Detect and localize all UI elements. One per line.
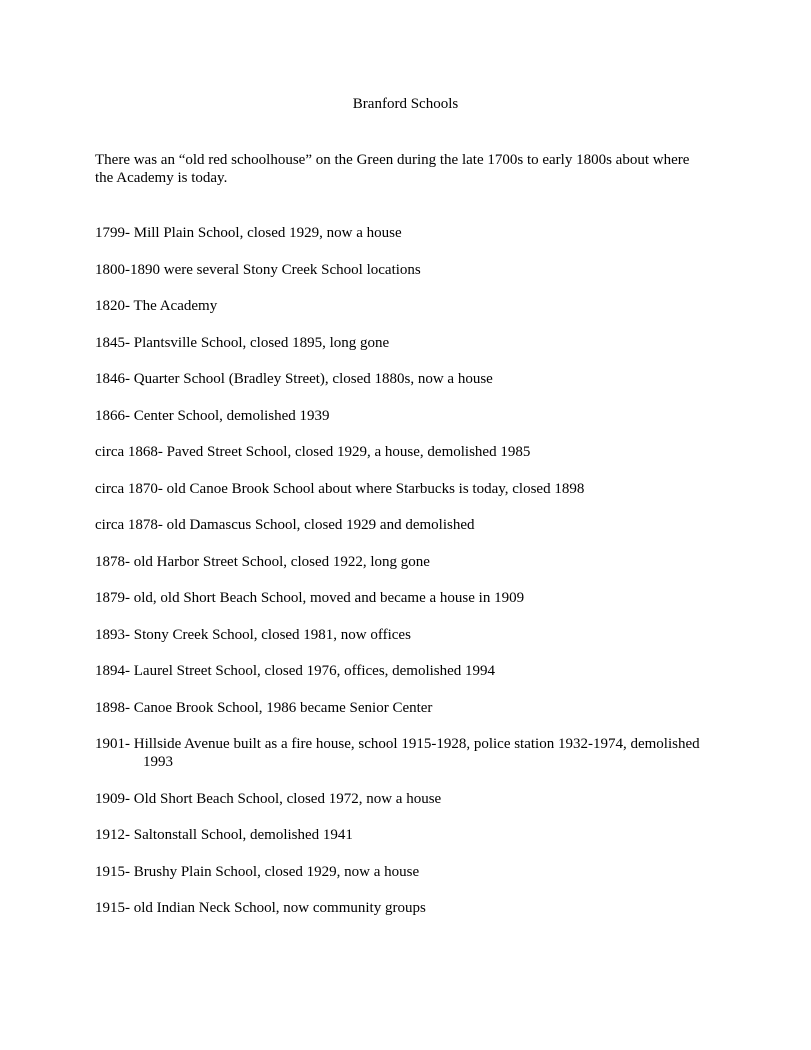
list-item: circa 1878- old Damascus School, closed 1929 and demolished — [95, 517, 475, 533]
list-item: 1915- old Indian Neck School, now community groups — [95, 900, 426, 916]
list-item: 1799- Mill Plain School, closed 1929, now a house — [95, 225, 402, 241]
list-item: circa 1870- old Canoe Brook School about where Starbucks is today, closed 1898 — [95, 480, 585, 497]
list-item: 1912- Saltonstall School, demolished 1941 — [95, 827, 353, 843]
list-item: 1845- Plantsville School, closed 1895, long gone — [95, 334, 390, 351]
list-item: 1915- Brushy Plain School, closed 1929, now a house — [95, 863, 420, 880]
list-item: 1894- Laurel Street School, closed 1976, offices, demolished 1994 — [95, 663, 496, 679]
list-item: 1820- The Academy — [95, 298, 218, 314]
list-item: circa 1868- Paved Street School, closed 1929, a house, demolished 1985 — [95, 444, 531, 460]
list-item: 1879- old, old Short Beach School, moved and became a house in 1909 — [95, 590, 525, 606]
list-item: 1800-1890 were several Stony Creek School locations — [95, 261, 421, 278]
intro-paragraph: There was an “old red schoolhouse” on the Green during the late 1700s to early 1800s about where the Academy is today. — [95, 152, 690, 186]
list-item: 1878- old Harbor Street School, closed 1922, long gone — [95, 553, 430, 570]
list-item: 1893- Stony Creek School, closed 1981, now offices — [95, 626, 411, 643]
document-title: Branford Schools — [352, 96, 459, 112]
list-item: 1846- Quarter School (Bradley Street), closed 1880s, now a house — [95, 371, 493, 387]
list-item: 1866- Center School, demolished 1939 — [95, 407, 330, 424]
school-entries-list — [95, 224, 715, 936]
list-item: 1901- Hillside Avenue built as a fire house, school 1915-1928, police station 1932-1974, demolished 1993 — [95, 736, 700, 770]
list-item: 1909- Old Short Beach School, closed 1972, now a house — [95, 790, 442, 807]
list-item: 1898- Canoe Brook School, 1986 became Senior Center — [95, 699, 433, 716]
